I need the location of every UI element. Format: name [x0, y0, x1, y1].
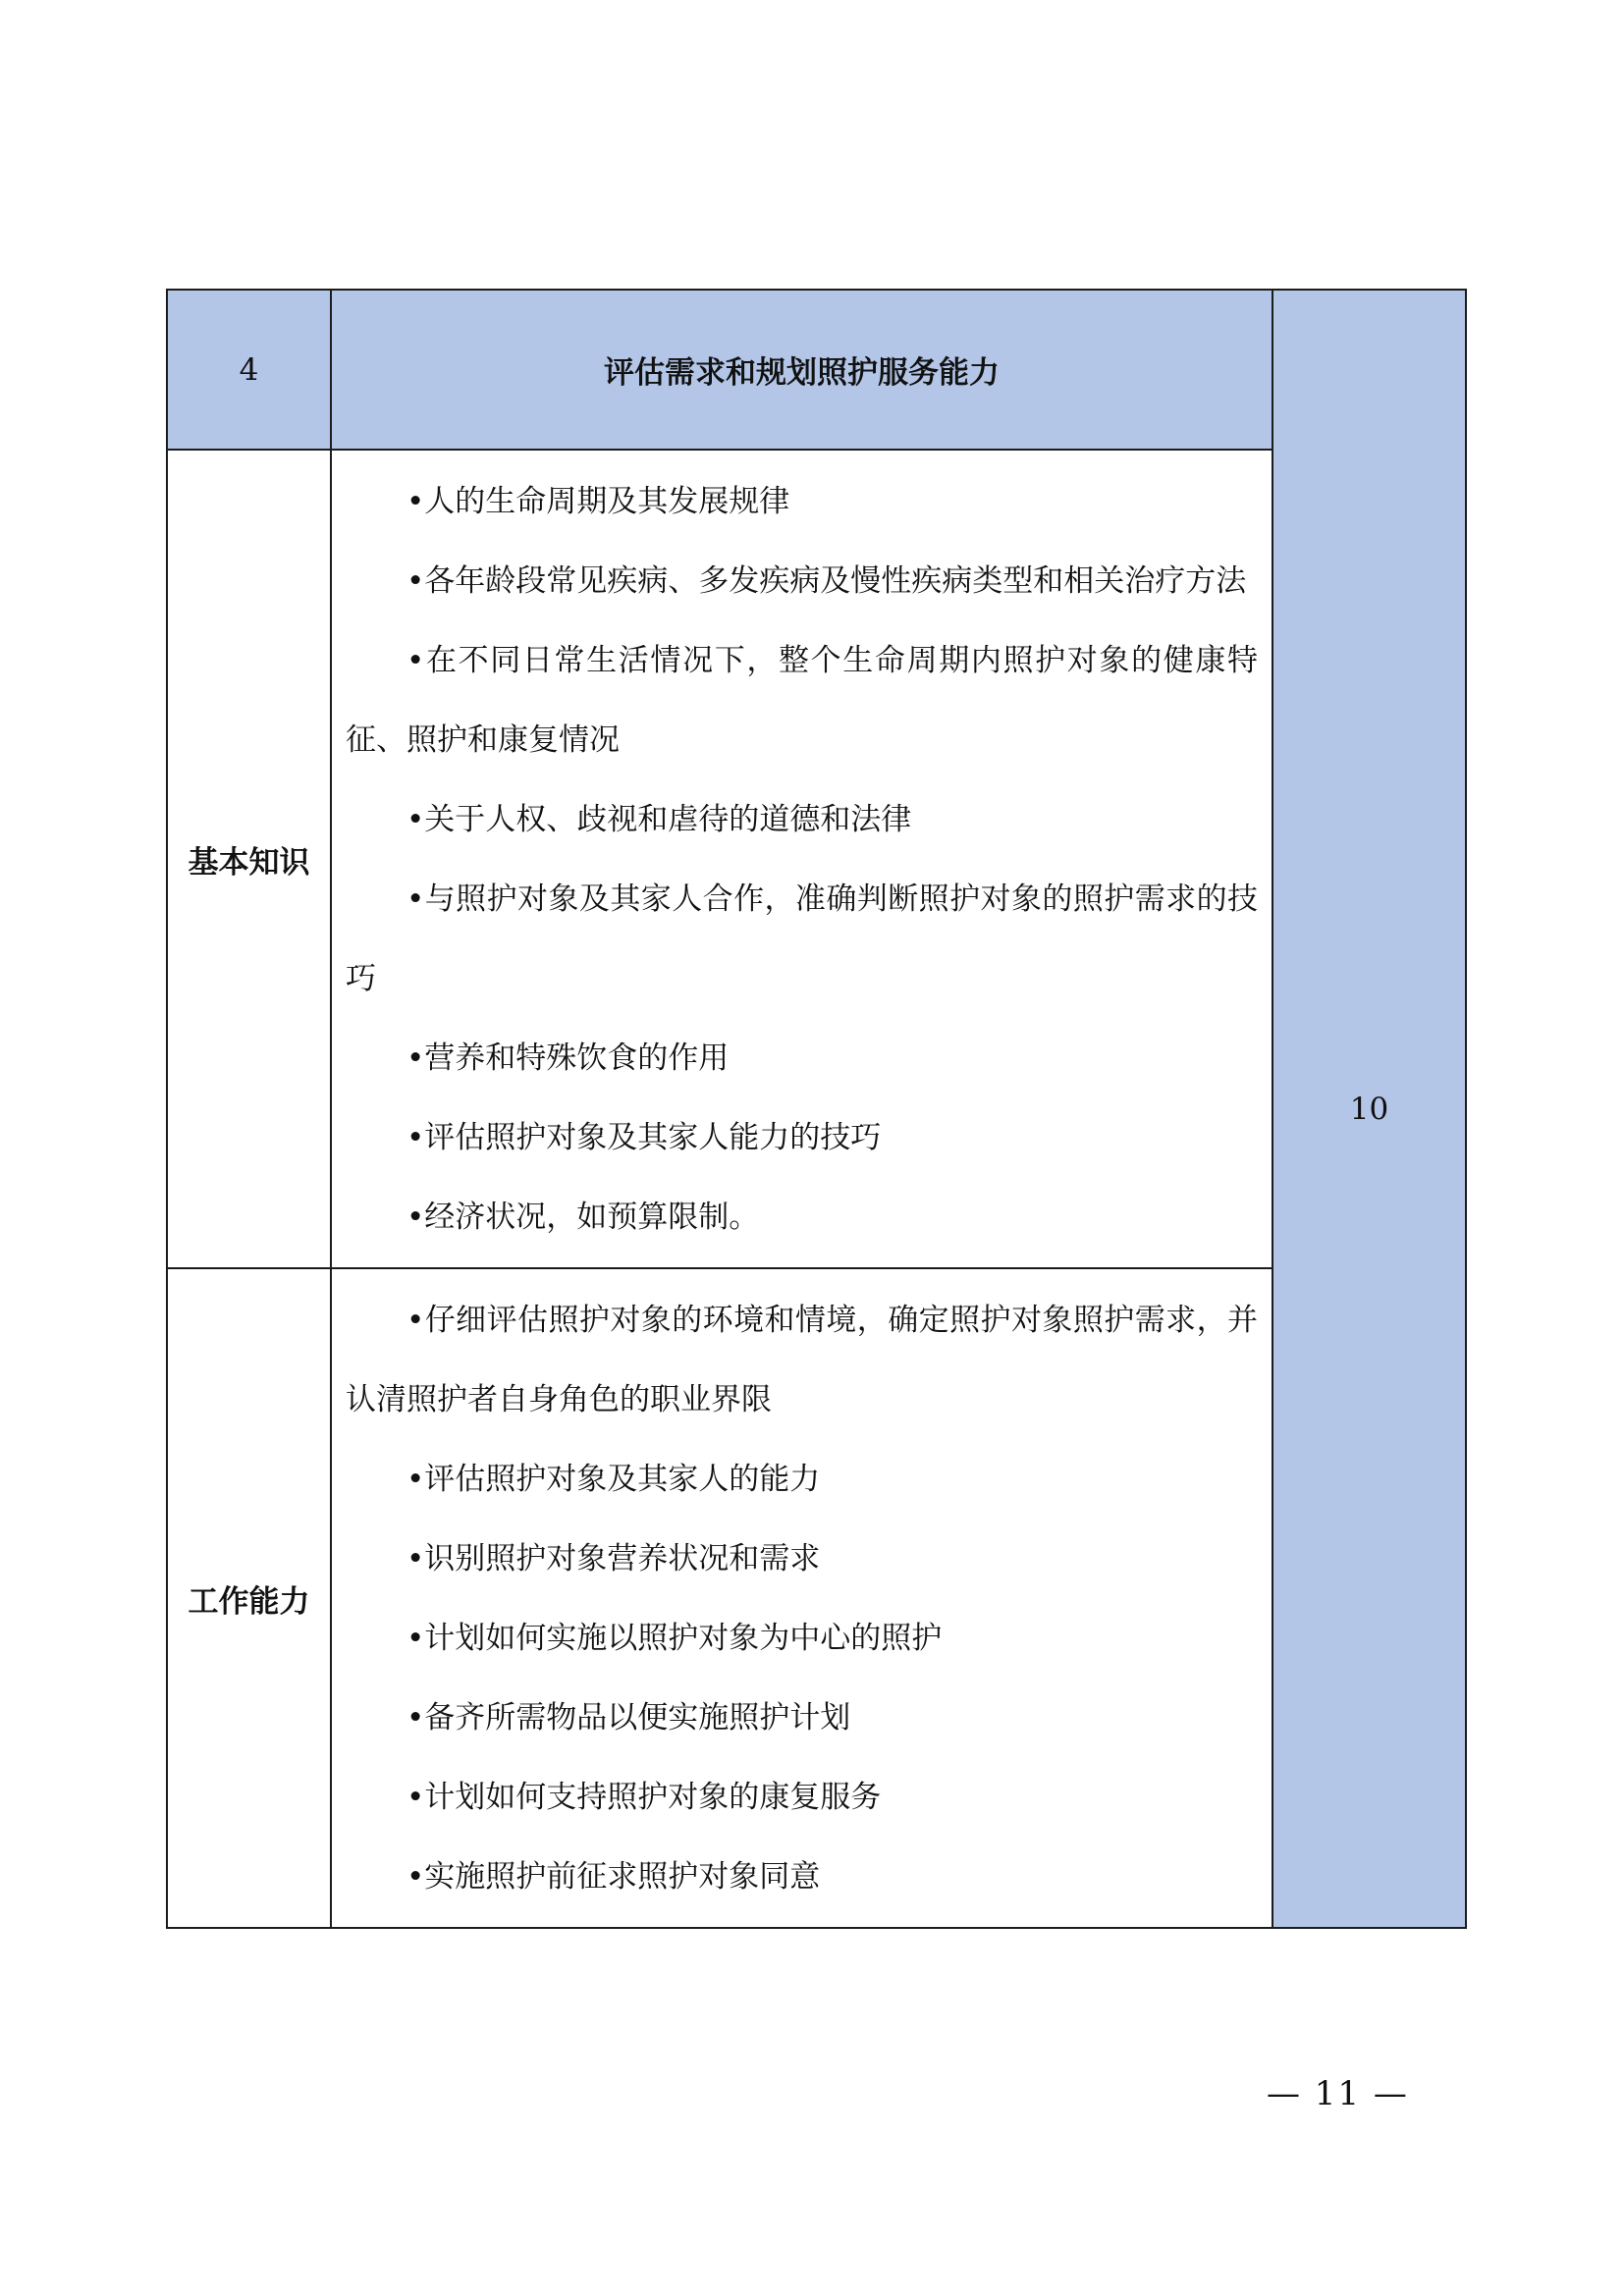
bullet-icon: • [406, 1200, 425, 1235]
page-number: — 11 — [1267, 2074, 1409, 2113]
list-item-text: 计划如何实施以照护对象为中心的照护 [424, 1621, 943, 1656]
module-title-cell [331, 290, 1272, 450]
list-item [346, 1178, 1258, 1257]
section-content-ability [331, 1268, 1272, 1928]
list-item [346, 1599, 1258, 1679]
list-item [346, 860, 1258, 1019]
list-item-text: 关于人权、歧视和虐待的道德和法律 [424, 802, 912, 837]
list-item-text: 经济状况，如预算限制。 [424, 1200, 760, 1235]
list-item-text: 备齐所需物品以便实施照护计划 [424, 1700, 851, 1735]
list-item-text: 计划如何支持照护对象的康复服务 [424, 1780, 882, 1815]
bullet-icon: • [406, 1700, 425, 1735]
competency-table [166, 289, 1467, 1929]
module-number: 4 [167, 290, 331, 450]
list-item-text: 实施照护前征求照护对象同意 [424, 1859, 821, 1895]
list-item [346, 621, 1258, 780]
list-item [346, 780, 1258, 860]
list-item-text: 识别照护对象营养状况和需求 [424, 1541, 821, 1576]
bullet-icon: • [406, 802, 425, 837]
list-item [346, 1758, 1258, 1838]
bullet-icon: • [406, 643, 425, 678]
knowledge-list [346, 462, 1258, 1257]
list-item [346, 1679, 1258, 1758]
bullet-icon: • [406, 1303, 425, 1338]
bullet-icon: • [406, 1780, 425, 1815]
list-item [346, 1838, 1258, 1917]
list-item [346, 1440, 1258, 1520]
bullet-icon: • [406, 1041, 425, 1076]
bullet-icon: • [406, 1120, 425, 1155]
list-item [346, 1520, 1258, 1599]
section-label-knowledge: 基本知识 [167, 450, 331, 1268]
list-item [346, 542, 1258, 621]
bullet-icon: • [406, 881, 425, 917]
bullet-icon: • [406, 1462, 425, 1497]
list-item-text: 评估照护对象及其家人能力的技巧 [424, 1120, 882, 1155]
module-title: 评估需求和规划照护服务能力 [604, 355, 1000, 391]
list-item-text: 仔细评估照护对象的环境和情境，确定照护对象照护需求，并认清照护者自身角色的职业界限 [346, 1303, 1258, 1417]
list-item [346, 1019, 1258, 1098]
table-row [167, 1268, 1466, 1928]
list-item [346, 1098, 1258, 1178]
bullet-icon: • [406, 1859, 425, 1895]
bullet-icon: • [406, 484, 425, 519]
list-item-text: 各年龄段常见疾病、多发疾病及慢性疾病类型和相关治疗方法 [424, 563, 1247, 599]
list-item-text: 人的生命周期及其发展规律 [424, 484, 790, 519]
score-value: 10 [1349, 1091, 1389, 1127]
section-content-knowledge [331, 450, 1272, 1268]
list-item-text: 与照护对象及其家人合作，准确判断照护对象的照护需求的技巧 [346, 881, 1258, 996]
bullet-icon: • [406, 563, 425, 599]
list-item-text: 在不同日常生活情况下，整个生命周期内照护对象的健康特征、照护和康复情况 [346, 643, 1258, 758]
section-label-ability: 工作能力 [167, 1268, 331, 1928]
list-item-text: 评估照护对象及其家人的能力 [424, 1462, 821, 1497]
score-cell [1272, 290, 1466, 1928]
list-item-text: 营养和特殊饮食的作用 [424, 1041, 730, 1076]
list-item [346, 462, 1258, 542]
table-row [167, 450, 1466, 1268]
table-header-row [167, 290, 1466, 450]
bullet-icon: • [406, 1621, 425, 1656]
list-item [346, 1281, 1258, 1440]
ability-list [346, 1281, 1258, 1917]
bullet-icon: • [406, 1541, 425, 1576]
